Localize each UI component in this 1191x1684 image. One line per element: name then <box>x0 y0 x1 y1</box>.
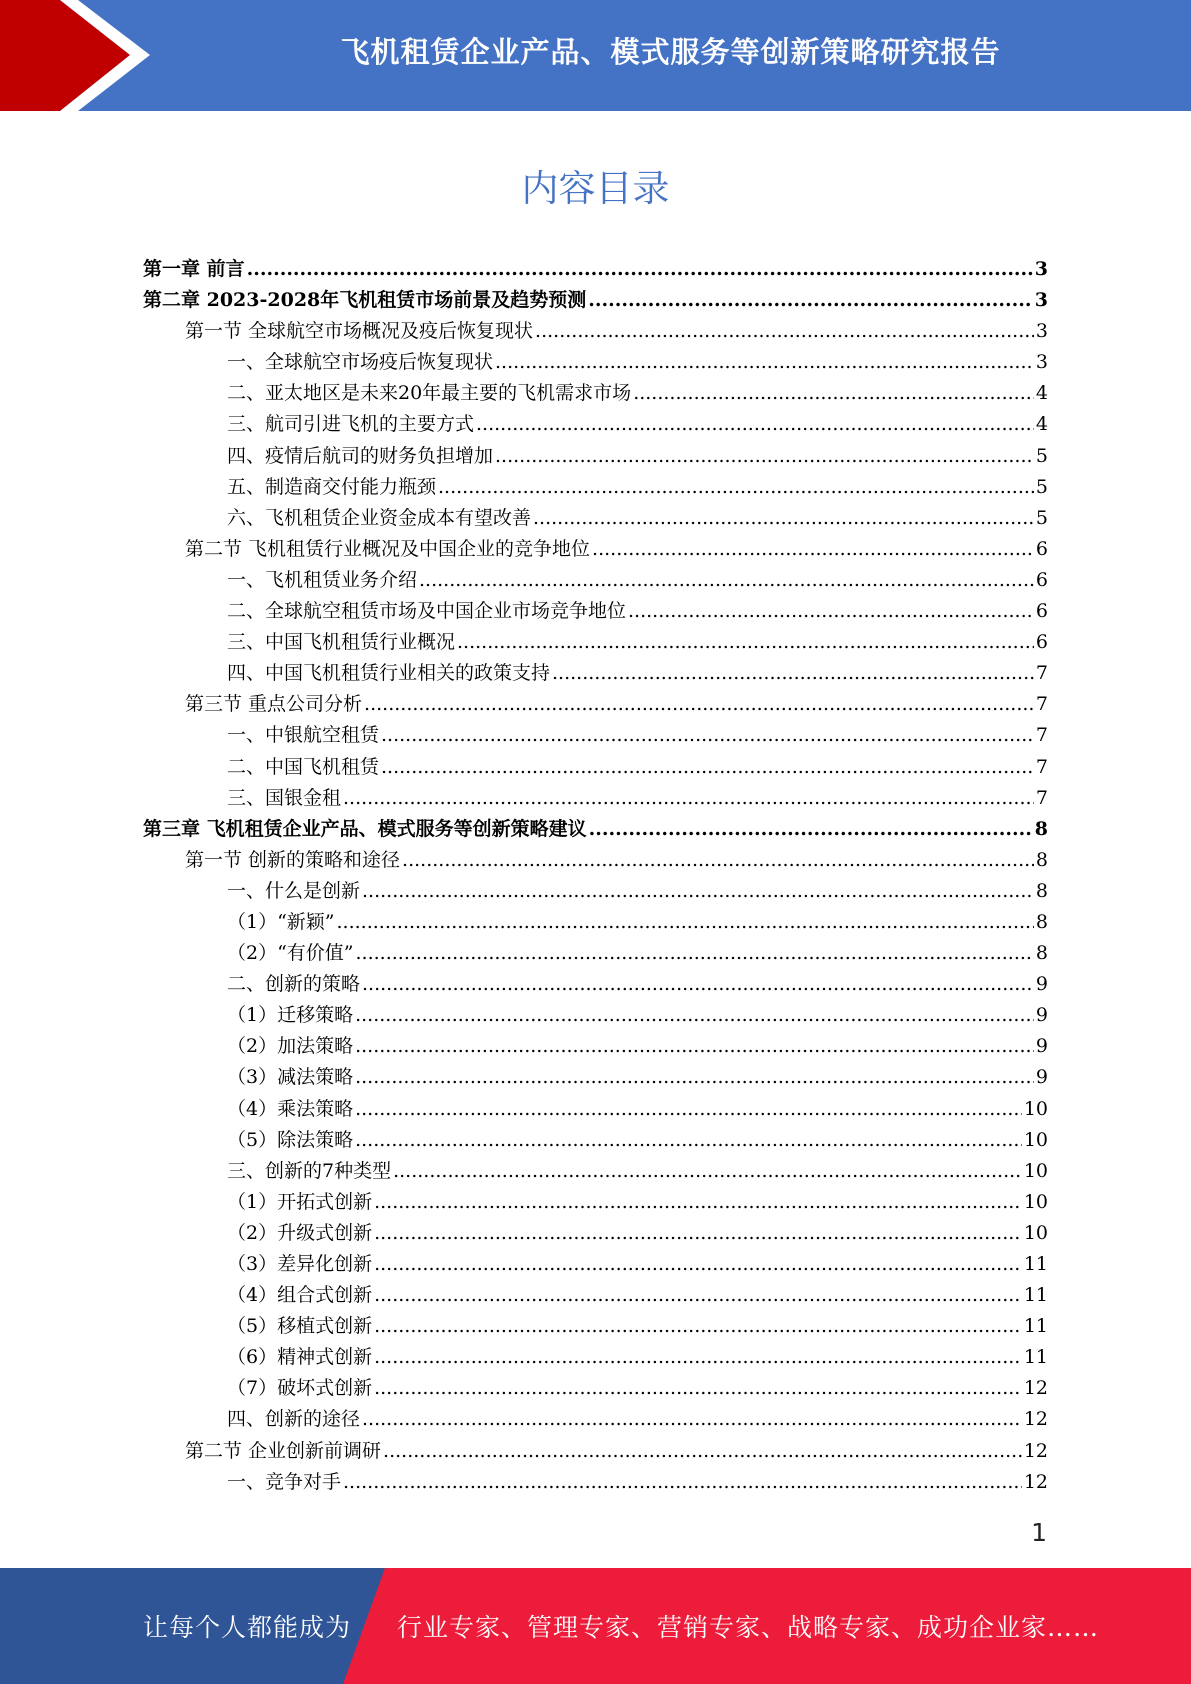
toc-entry[interactable] <box>143 1342 1048 1373</box>
dot-leader <box>393 1156 1022 1187</box>
toc-entry-page: 6 <box>1035 631 1048 654</box>
toc-entry[interactable] <box>143 783 1048 814</box>
toc-entry-title: 二、中国飞机租赁 <box>227 755 380 778</box>
toc-entry[interactable] <box>143 907 1048 938</box>
toc-entry-title: 一、竞争对手 <box>227 1470 342 1493</box>
toc-entry-title: 第二节 企业创新前调研 <box>185 1439 382 1462</box>
dot-leader <box>533 503 1034 534</box>
toc-entry-page: 9 <box>1035 1035 1048 1058</box>
dot-leader <box>355 1125 1022 1156</box>
toc-entry-page: 9 <box>1035 1066 1048 1089</box>
dot-leader <box>364 689 1034 720</box>
toc-entry-page: 4 <box>1035 382 1048 405</box>
toc-entry-title: 三、航司引进飞机的主要方式 <box>227 413 475 436</box>
toc-entry-title: （3）差异化创新 <box>227 1253 373 1275</box>
toc-entry[interactable] <box>143 689 1048 720</box>
toc-entry-title: 第一节 全球航空市场概况及疫后恢复现状 <box>185 320 534 343</box>
dot-leader <box>374 1249 1022 1280</box>
header-arrow-logo <box>0 0 160 111</box>
toc-entry-page: 7 <box>1035 724 1048 747</box>
dot-leader <box>535 316 1034 347</box>
toc-entry[interactable] <box>143 1280 1048 1311</box>
toc-entry-title: （3）减法策略 <box>227 1066 354 1089</box>
toc-entry-page: 6 <box>1035 600 1048 623</box>
dot-leader <box>495 441 1034 472</box>
toc-entry-page: 10 <box>1023 1097 1048 1120</box>
toc-entry[interactable] <box>143 347 1048 378</box>
toc-entry-title: 第二节 飞机租赁行业概况及中国企业的竞争地位 <box>185 537 591 560</box>
toc-entry-title: （5）除法策略 <box>227 1128 354 1151</box>
footer-slogan-left: 让每个人都能成为 <box>143 1613 352 1642</box>
dot-leader <box>438 472 1034 503</box>
toc-entry[interactable] <box>143 876 1048 907</box>
dot-leader <box>588 285 1033 316</box>
toc-entry-title: （2）“有价值” <box>227 942 354 965</box>
toc-entry[interactable] <box>143 1249 1048 1280</box>
toc-entry[interactable] <box>143 378 1048 409</box>
toc-entry[interactable] <box>143 472 1048 503</box>
toc-entry-title: 四、疫情后航司的财务负担增加 <box>227 444 494 467</box>
toc-entry[interactable] <box>143 658 1048 689</box>
dot-leader <box>383 1436 1022 1467</box>
toc-heading: 内容目录 <box>521 167 670 210</box>
dot-leader <box>592 534 1034 565</box>
toc-entry-title: 第一节 创新的策略和途径 <box>185 848 401 871</box>
dot-leader <box>355 1094 1022 1125</box>
dot-leader <box>247 254 1033 285</box>
toc-entry-title: 二、亚太地区是未来20年最主要的飞机需求市场 <box>227 382 632 405</box>
toc-entry-page: 12 <box>1023 1439 1048 1462</box>
toc-entry[interactable] <box>143 1436 1048 1467</box>
dot-leader <box>343 783 1034 814</box>
toc-entry-title: 六、飞机租赁企业资金成本有望改善 <box>227 506 532 529</box>
toc-entry[interactable] <box>143 1373 1048 1404</box>
toc-entry[interactable] <box>143 720 1048 751</box>
toc-entry-page: 5 <box>1035 444 1048 467</box>
footer-banner <box>0 1568 1191 1684</box>
report-header <box>0 0 1191 111</box>
toc-entry-title: （1）迁移策略 <box>227 1004 354 1027</box>
dot-leader <box>355 1000 1034 1031</box>
toc-entry-title: 三、中国飞机租赁行业概况 <box>227 631 456 654</box>
page-number: 1 <box>1031 1518 1047 1547</box>
toc-entry-page: 8 <box>1035 910 1048 933</box>
toc-entry-page: 11 <box>1023 1315 1048 1338</box>
toc-entry-page: 9 <box>1035 1004 1048 1027</box>
toc-entry-page: 7 <box>1035 693 1048 716</box>
toc-entry-page: 7 <box>1035 755 1048 778</box>
toc-entry-page: 10 <box>1023 1190 1048 1213</box>
toc-entry-page: 6 <box>1035 568 1048 591</box>
toc-entry-title: （5）移植式创新 <box>227 1315 373 1338</box>
toc-entry-title: 一、全球航空市场疫后恢复现状 <box>227 351 494 374</box>
toc-entry-title: （6）精神式创新 <box>227 1346 373 1369</box>
dot-leader <box>362 876 1034 907</box>
toc-entry-page: 8 <box>1035 879 1048 902</box>
dot-leader <box>374 1218 1022 1249</box>
toc-entry[interactable] <box>143 1125 1048 1156</box>
report-title: 飞机租赁企业产品、模式服务等创新策略研究报告 <box>340 34 1001 69</box>
toc-entry[interactable] <box>143 441 1048 472</box>
dot-leader <box>552 658 1034 689</box>
dot-leader <box>374 1311 1022 1342</box>
toc-entry[interactable] <box>143 845 1048 876</box>
toc-entry-title: （1）开拓式创新 <box>227 1190 373 1213</box>
toc-entry-page: 11 <box>1023 1346 1048 1369</box>
toc-entry-page: 12 <box>1023 1470 1048 1493</box>
toc-entry-page: 8 <box>1035 848 1048 871</box>
dot-leader <box>362 969 1034 1000</box>
toc-entry-title: （4）组合式创新 <box>227 1284 373 1307</box>
toc-entry[interactable] <box>143 1094 1048 1125</box>
toc-entry[interactable] <box>143 1156 1048 1187</box>
toc-entry-page: 11 <box>1023 1284 1048 1307</box>
toc-entry-title: 五、制造商交付能力瓶颈 <box>227 475 437 498</box>
toc-entry[interactable] <box>143 752 1048 783</box>
toc-entry-title: 三、创新的7种类型 <box>227 1159 392 1182</box>
dot-leader <box>381 720 1034 751</box>
dot-leader <box>628 596 1034 627</box>
toc-entry-page: 6 <box>1035 537 1048 560</box>
toc-entry-title: （2）加法策略 <box>227 1035 354 1058</box>
toc-entry-page: 3 <box>1034 258 1048 280</box>
dot-leader <box>381 752 1034 783</box>
toc-entry-title: （1）“新颖” <box>227 910 335 933</box>
toc-entry-page: 3 <box>1035 351 1048 374</box>
toc-entry-title: 四、创新的途径 <box>227 1408 361 1431</box>
toc-entry[interactable] <box>143 409 1048 440</box>
dot-leader <box>343 1467 1022 1498</box>
toc-entry-page: 7 <box>1035 662 1048 685</box>
toc-entry-page: 11 <box>1023 1253 1048 1275</box>
toc-entry-page: 10 <box>1023 1159 1048 1182</box>
toc-entry[interactable] <box>143 1467 1048 1498</box>
toc-entry-page: 7 <box>1035 786 1048 809</box>
toc-entry[interactable] <box>143 627 1048 658</box>
toc-entry-title: 第二章 2023-2028年飞机租赁市场前景及趋势预测 <box>143 289 587 312</box>
toc-entry-page: 4 <box>1035 413 1048 436</box>
toc-entry[interactable] <box>143 565 1048 596</box>
toc-entry[interactable] <box>143 814 1048 845</box>
toc-entry[interactable] <box>143 1187 1048 1218</box>
toc-entry[interactable] <box>143 534 1048 565</box>
toc-entry[interactable] <box>143 285 1048 316</box>
footer-slogan-right: 行业专家、管理专家、营销专家、战略专家、成功企业家…… <box>397 1613 1100 1642</box>
toc-entry-page: 12 <box>1023 1377 1048 1400</box>
toc-entry-page: 8 <box>1034 817 1048 840</box>
dot-leader <box>355 1062 1034 1093</box>
dot-leader <box>374 1187 1022 1218</box>
toc-entry-page: 9 <box>1035 973 1048 996</box>
toc-entry-title: 一、中银航空租赁 <box>227 724 380 747</box>
toc-entry-page: 5 <box>1035 506 1048 529</box>
toc-entry-title: 三、国银金租 <box>227 786 342 809</box>
toc-entry-title: （4）乘法策略 <box>227 1097 354 1120</box>
toc-entry-title: 第三章 飞机租赁企业产品、模式服务等创新策略建议 <box>143 817 587 840</box>
toc-entry-title: 二、创新的策略 <box>227 973 361 996</box>
toc-entry[interactable] <box>143 254 1048 285</box>
toc-entry-title: 第一章 前言 <box>143 258 245 280</box>
toc-entry-title: 四、中国飞机租赁行业相关的政策支持 <box>227 662 551 685</box>
dot-leader <box>633 378 1034 409</box>
toc-entry[interactable] <box>143 1311 1048 1342</box>
toc-entry[interactable] <box>143 1218 1048 1249</box>
toc-entry-page: 12 <box>1023 1408 1048 1431</box>
dot-leader <box>495 347 1034 378</box>
toc-entry[interactable] <box>143 1031 1048 1062</box>
toc-entry[interactable] <box>143 503 1048 534</box>
dot-leader <box>419 565 1034 596</box>
toc-entry[interactable] <box>143 1404 1048 1435</box>
dot-leader <box>476 409 1034 440</box>
dot-leader <box>402 845 1034 876</box>
toc-entry-page: 3 <box>1035 320 1048 343</box>
toc-entry-title: 二、全球航空租赁市场及中国企业市场竞争地位 <box>227 600 627 623</box>
toc-entry-title: 第三节 重点公司分析 <box>185 693 363 716</box>
dot-leader <box>457 627 1034 658</box>
toc-entry-page: 10 <box>1023 1128 1048 1151</box>
toc-entry-title: 一、飞机租赁业务介绍 <box>227 568 418 591</box>
toc-entry-title: （7）破坏式创新 <box>227 1377 373 1400</box>
toc-entry-title: （2）升级式创新 <box>227 1221 373 1244</box>
toc-entry[interactable] <box>143 1062 1048 1093</box>
dot-leader <box>356 938 1034 969</box>
dot-leader <box>355 1031 1034 1062</box>
toc-entry[interactable] <box>143 1000 1048 1031</box>
toc-entry-page: 8 <box>1035 942 1048 965</box>
toc-entry[interactable] <box>143 316 1048 347</box>
toc-entry[interactable] <box>143 938 1048 969</box>
toc-entry-page: 3 <box>1034 289 1048 312</box>
dot-leader <box>374 1280 1022 1311</box>
toc-entry-page: 10 <box>1023 1221 1048 1244</box>
dot-leader <box>374 1373 1022 1404</box>
toc-entry-title: 一、什么是创新 <box>227 879 361 902</box>
dot-leader <box>589 814 1033 845</box>
toc-entry-page: 5 <box>1035 475 1048 498</box>
toc-entry[interactable] <box>143 596 1048 627</box>
dot-leader <box>362 1404 1022 1435</box>
dot-leader <box>337 907 1034 938</box>
dot-leader <box>374 1342 1022 1373</box>
toc-entry[interactable] <box>143 969 1048 1000</box>
table-of-contents <box>143 254 1048 1498</box>
